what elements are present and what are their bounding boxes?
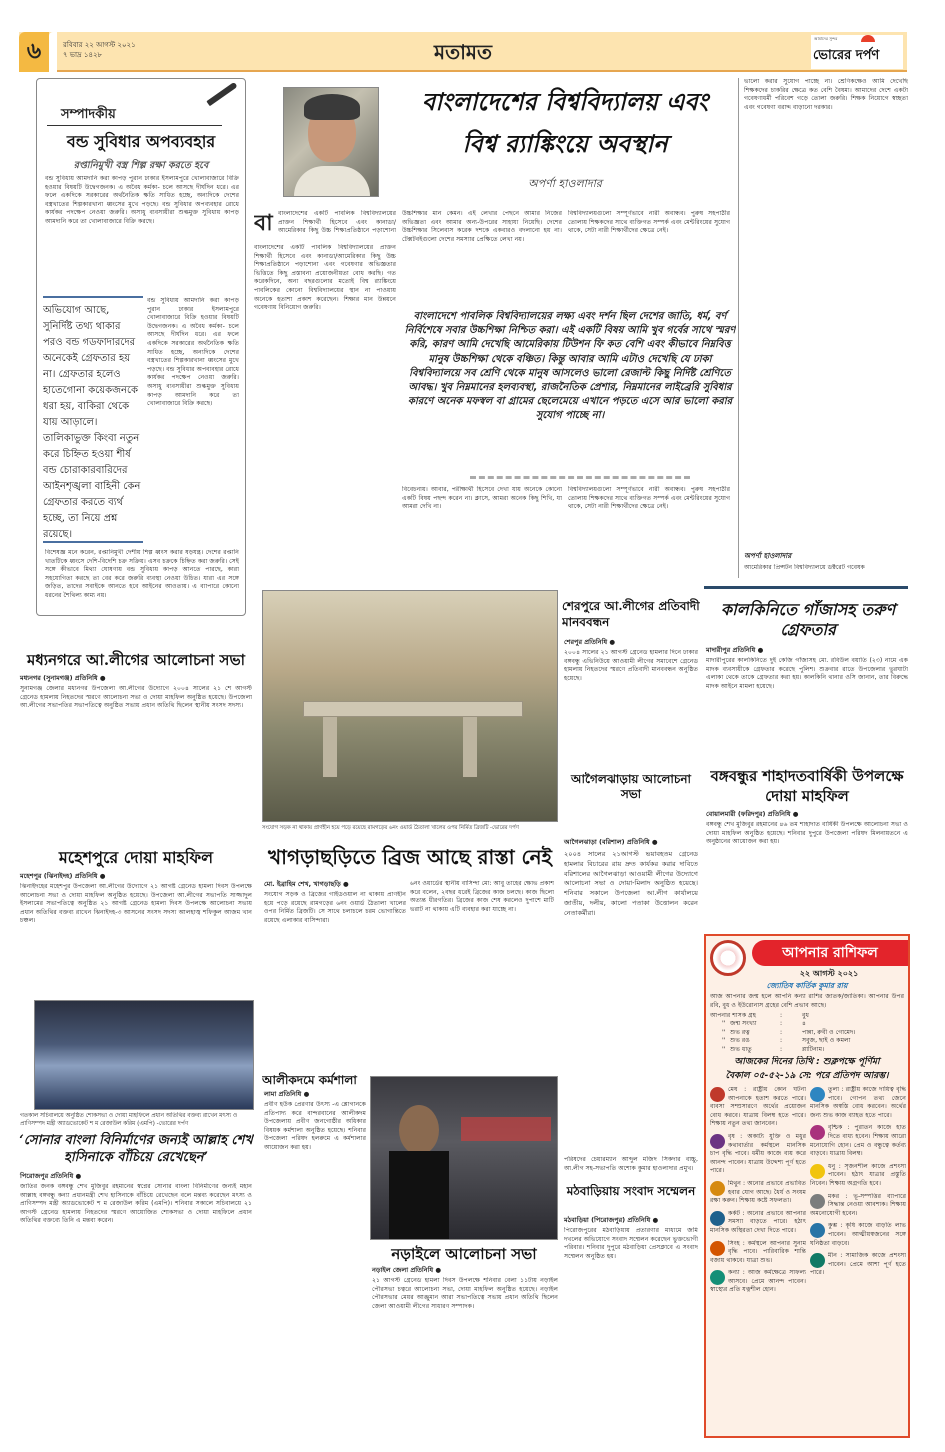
zodiac-sign-entry [810,1222,906,1248]
zodiac-sign-icon [710,1181,725,1196]
page-header [19,32,907,72]
horoscope-title-bar [752,940,908,966]
section-rule-right [704,586,908,589]
kalkini-byline: মাদারীপুর প্রতিনিধি ● [706,646,764,654]
maheshpur-photo-caption: গতকাল সচিবালয়ে অনুষ্ঠিত শোকসভা ও দোয়া মাহফিলে প্রধান অতিথির বক্তব্য রাখেন মৎস্য ও প্রাণিসম্পদ মন্ত্রী অ্যাডভোকেট শ ম রেজাউল করিম (এমপি) -ভোরের দর্পণ [20,1113,238,1127]
fact-sep: : [780,1028,783,1036]
bangabandhu-headline: বঙ্গবন্ধুর শাহাদতবার্ষিকী উপলক্ষে দোয়া মাহফিল [710,767,904,805]
fact-row [710,1046,904,1054]
fact-label: শুভ রঙ [730,1037,750,1045]
signs-right [810,1086,906,1434]
mathbaria-headline: মঠবাড়িয়ায় সংবাদ সম্মেলন [566,1184,696,1198]
fact-value: সবুজ, ছাই ও কমলা [802,1037,851,1045]
zodiac-sign-icon [710,1270,725,1285]
bridge-body2: ৬নং ওয়ার্ডের স্থানীয় বাসিন্দা মো: আবু তাহের ক্ষোভ প্রকাশ করে বলেন, ২বছর ধরেই ব্রিজের কাজ চলছে। কাজ ছিলো অত্যন্ত ধীরগতির। ব্রিজের কাজ শেষ করলেও দুপাশে মাটি ভরাট না থাকায় এটি ব্যবহার করা যাচ্ছে না। [410,880,554,913]
horoscope-author: জ্যোতিষ কার্তিক কুমার রায় [766,981,848,990]
zodiac-sign-entry [710,1240,806,1266]
zodiac-sign-icon [810,1125,825,1140]
zodiac-sign-text: কর্কট : অন্যের প্রভাবে আপনার সমস্যা বাড়তে পারে। হঠাৎ মানসিক অস্থিরতা দেখা দিতে পারে। [710,1209,806,1234]
page-curl [49,32,57,72]
zodiac-sign-text: কন্যা : আজ কর্মক্ষেত্রে সাফল্য আসবে। প্রেমে আনন্দ পাবেন। স্বাস্থ্যের প্রতি যত্নশীল হোন। [710,1269,806,1294]
ditto-mark: '' [722,1037,726,1045]
fact-label: শুভ রত্ন [730,1028,750,1036]
horoscope-title: আপনার রাশিফল [782,945,878,961]
bridge-headline: খাগড়াছড়িতে ব্রিজ আছে রাস্তা নেই [268,845,552,869]
narail-byline: নড়াইল জেলা প্রতিনিধি ● [372,1266,442,1274]
bridge-byline: মো. ইব্রাহিম শেখ, খাগড়াছড়ি ● [264,880,349,888]
pull-quote-rule-top [43,296,143,298]
section-title: মতামত [433,40,493,64]
lead-pull-quote: বাংলাদেশে পাবলিক বিশ্ববিদ্যালয়ের লক্ষ্য এবং দর্শন ছিল দেশের জাতি, ধর্ম, বর্ণ নির্বিশেষে সবার উচ্চশিক্ষা নিশ্চিত করা। এই একটি বিষয় আমি খুব গর্বের সাথে স্মরণ করি, কারণ আমি দেখেছি আমেরিকায় টিউশন ফি কত বেশি এবং কীভাবে নিম্নবিত্ত মানুষ উচ্চশিক্ষা থেকে বঞ্চিত। কিন্তু আবার আমি এটাও দেখেছি যে ঢাকা বিশ্ববিদ্যালয়ে সব শ্রেণি থেকে মানুষ আসলেও ভালো রেজাল্ট কিছু নির্দিষ্ট শ্রেণিতে আবদ্ধ। খুব নিম্নমানের হলব্যবস্থা, রাজনৈতিক প্রেশার, নিম্নমানের লাইব্রেরি সুবিধার কারণে অনেক মফস্বল বা গ্রামের ছেলেমেয়ে এখানে পড়তে এসে আর ভালো করার সুযোগ পাচ্ছে না। [404,311,736,422]
zodiac-sign-entry [810,1086,906,1120]
editorial-box [36,78,246,616]
zodiac-sign-text: বৃশ্চিক : পুরাতন কাজে হাত দিতে বাধ্য হবেন। শিক্ষায় আরো মনোযোগি হোন। প্রেম ও বন্ধুত্বে কর্তব্য বাড়বে। যাত্রায় বিলম্ব। [810,1124,906,1158]
editorial-side-text: বন্ড সুবিধায় আমদানি করা কাপড় পুরান ঢাকার ইসলামপুরে খোলাবাজারে বিক্রি হওয়ার বিষয়টি উদ্বেগজনক। এ অবৈধ কর্মকা- চলে আসছে দীর্ঘদিন ধরে। এর ফলে একদিকে সরকারের অর্থনৈতিক ক্ষতি সাধিত হচ্ছে, অন্যদিকে দেশের বস্ত্রখাতের শিল্পকারখানা ধ্বংসের মুখে পড়ছে। বন্ড সুবিধার অপব্যবহার রোধে কার্যকর পদক্ষেপ নেওয়া জরুরি। অসাধু ব্যবসায়ীরা শুল্কমুক্ত সুবিধায় কাপড় আমদানি করে তা খোলাবাজারে বিক্রি করছে। [147,297,239,408]
bridge-photo-caption: সংযোগ সড়ক না থাকায় প্রাণহীন হয়ে পড়ে রয়েছে রামগড়ের ৬নং ওয়ার্ড ঠৈতালা খালের ওপর নির্মিত ব্রিজটি -ভোরের দর্পণ [262,825,519,831]
lead-right-divider [738,78,739,578]
tithi-line1: আজকের দিনের তিথি : শুক্লপক্ষে পূর্ণিমা [734,1057,880,1067]
lead-col-bottom-2: বিশ্ববিদ্যালয়গুলো সম্পূর্ণভাবে নারী অবান্ধব। পুরুষ সহপাঠীর তোলায় শিক্ষকদের সাথে ব্যক্তিগত সম্পর্ক এবং মেন্টরিংয়ের সুযোগ থাকে, সেটা নারী শিক্ষার্থীদের ক্ষেত্রে নেই। [568,486,730,511]
zodiac-sign-icon [710,1134,725,1149]
lead-col3: বিশ্ববিদ্যালয়গুলো সম্পূর্ণভাবে নারী অবান্ধব। পুরুষ সহপাঠীর তোলায় শিক্ষকদের সাথে ব্যক্তিগত সম্পর্ক এবং মেন্টরিংয়ের সুযোগ থাকে, সেটা নারী শিক্ষার্থীদের ক্ষেত্রে নেই। [568,210,730,235]
zodiac-sign-text: মেষ : রাষ্ট্রীয় কোন ঘটনা আপনাকে হতাশ করতে পারে। ব্যবসা সম্প্রসারণে অর্থের প্রয়োজন বোধ করবে। যাত্রায় বিলম্ব হতে পারে। শিক্ষায় নতুন তথ্য জানবেন। [710,1086,806,1128]
editorial-pull-quote: অভিযোগ আছে, সুনির্দিষ্ট তথ্য থাকার পরও বন্ড গডফাদারদের অনেকেই গ্রেফতার হয় না। গ্রেফতার হলেও হাতেগোনা কয়েকজনকে ধরা হয়, বাকিরা থেকে যায় আড়ালে। তালিকাভুক্ত কিংবা নতুন করে চিহ্নিত হওয়া শীর্ষ বন্ড চোরাকারবারিদের আইনশৃঙ্খলা বাহিনী কেন গ্রেফতার করতে ব্যর্থ হচ্ছে, তা নিয়ে প্রশ্ন রয়েছে। [43,305,141,539]
lead-col-right: ভালো করার সুযোগ পাচ্ছে না। শ্রেণিকক্ষেও আমি দেখেছি শিক্ষকদের চাকরির ক্ষেত্রে কত বেশি বৈষম্য। আমাদের দেশে একটা গবেষণাধর্মী পরিবেশ গড়ে তোলা জরুরি। শিক্ষক নিয়োগে স্বচ্ছতা এবং গবেষণা বরাদ্দ বাড়ানো দরকার। [744,78,908,111]
zodiac-sign-entry [710,1086,806,1129]
lead-author: অপর্ণা হাওলাদার [528,177,602,190]
fact-row [710,1029,904,1037]
fact-value: প্লাটিনাম। [802,1045,825,1053]
pen-icon [206,82,237,106]
bangabandhu-byline: বোয়ালমারী (ফরিদপুর) প্রতিনিধি ● [706,810,799,818]
zodiac-sign-icon [810,1194,825,1209]
fact-row [710,1037,904,1045]
horoscope-intro: আজ আপনার জন্ম হলে আপনি কন্যা রাশির জাতক/জাতিকা। আপনার উপর রবি, বুধ ও ইউরোনাস গ্রহের বেশি প্রভাব আছে। [710,993,904,1009]
sherpur-body: ২০০৪ সালের ২১ আগস্ট গ্রেনেড হামলার দিনে ঢাকার বঙ্গবন্ধু এভিনিউয়ে আওয়ামী লীগের সমাবেশে গ্রেনেড হামলায় নিহতদের স্মরণে প্রতিবাদী মানববন্ধন অনুষ্ঠিত হয়েছে। [564,649,698,682]
zodiac-sign-icon [810,1223,825,1238]
pull-quote-dash-rule [470,476,690,479]
page-number: ৬ [26,38,42,64]
zodiac-sign-icon [710,1211,725,1226]
masthead-logo [811,35,903,69]
date-gregorian: রবিবার ২২ আগস্ট ২০২১ [63,41,136,49]
mathbaria-byline: মঠবাড়িয়া (পিরোজপুর) প্রতিনিধি ● [564,1216,659,1224]
zodiac-sign-icon [710,1241,725,1256]
agailjhara-body: ২০০৪ সালের ২১আগস্ট ভয়াবহতম গ্রেনেড হামলার বিচারের রায় দ্রুত কার্যকর করার দাবিতে বরিশালের আগৈলঝাড়া আওয়ামী লীগের উদ্যোগে আলোচনা সভা ও দোয়া-মিলাদ অনুষ্ঠিত হয়েছে। শনিবার সকালে উপজেলা আ.লীগ কার্যালয়ে জাতীয়, দলীয়, কালো পতাকা উত্তোলন করেন নেতাকর্মীরা। [564,850,698,917]
zodiac-sign-entry [810,1124,906,1158]
ditto-mark: '' [722,1028,726,1036]
zodiac-sign-entry [710,1210,806,1236]
lead-col1-cont: বাংলাদেশের একটি পাবলিক বিশ্ববিদ্যালয়ের প্রাক্তন শিক্ষার্থী হিসেবে এবং কানাডা/আমেরিকার কিছু উচ্চ শিক্ষাপ্রতিষ্ঠানে পড়াশোনা এবং গবেষণার অভিজ্ঞতার ভিত্তিতে কিছু প্রস্তাবনা প্রয়োজনীয়তা বোধ করছি। গত করেকদিনে, অন্য বছরগুলোর মতোই বিশ্ব র‌্যাঙ্কিংয়ে পাবলিকের কোনো বিশ্ববিদ্যালয়ের স্থান না পাওয়ায় অনেকে হতাশা প্রকাশ করেছেন। শিক্ষার মান উন্নয়নে গবেষণায় বিনিয়োগ জরুরি। [254,244,396,312]
fact-row [710,1020,904,1028]
kalkini-body: মাদারীপুরের কালকিনিতে দুই কেজি গাঁজাসহ মো. রবিউল বয়াতি (২৩) নামে এক মাদক ব্যবসায়ীকে গ্রেফতার করেছে পুলিশ। শুক্রবার রাতে উপজেলার ভুরঘাটা এলাকা থেকে তাকে গ্রেফতার করা হয়। কালকিনি থানার ওসি জানান, তার বিরুদ্ধে মাদক আইনে মামলা হয়েছে। [706,657,908,690]
horoscope-date: ২২ আগস্ট ২০২১ [799,969,859,978]
sherpur-byline: শেরপুর প্রতিনিধি ● [564,638,616,646]
zodiac-sign-entry [810,1193,906,1219]
signs-left [710,1086,806,1434]
bridge-body1: সংযোগ সড়ক ও ব্রিজের গাইডওয়াল না থাকায় প্রাণহীন হয়ে পড়ে রয়েছে রামগড়ের ৬নং ওয়ার্ড ঠৈতালা খালের ওপর নির্মিত ব্রিজটি। সে সাথে চলাচলে চরম ভোগান্তিতে রয়েছে এলাকার বাসিন্দারা। [264,891,406,924]
editorial-label: সম্পাদকীয় [61,107,116,122]
zodiac-sign-text: কুম্ভ : কৃষি কাজে বাড়তি লাভ পাবেন। আত্মীয়স্বজনের সঙ্গে ঘনিষ্ঠতা বাড়বে। [810,1222,906,1247]
zodiac-sign-text: মীন : সামাজিক কাজে প্রশংসা পাবেন। প্রেমে আশা পূর্ণ হতে পারে। [810,1252,906,1277]
fact-label: জন্ম সংখ্যা [730,1020,757,1028]
kalkini-headline: কালকিনিতে গাঁজাসহ তরুণ গ্রেফতার [720,600,896,639]
sonar-bangla-headline: ‘সোনার বাংলা বিনির্মাণের জন্যই আল্লাহ শেখ হাসিনাকে বাঁচিয়ে রেখেছেন’ [19,1133,253,1165]
lead-col2: উচ্চশিক্ষার মান কেমন। এই লেখার পেছনে আমার নিজের অভিজ্ঞতা এবং আমার অন্য-উপরের সাহায্য নিয়েছি। দেশের উচ্চশিক্ষার সিলেবাস করেক দশকে একবারও বদলানো হয় না। টেক্সটবইগুলো দেশের সমস্যার প্রেক্ষিতে লেখা নয়। [402,210,562,243]
editorial-headline: বন্ড সুবিধার অপব্যবহার [66,132,216,151]
maheshpur-headline: মহেশপুরে দোয়া মাহফিল [58,848,214,867]
zodiac-sign-text: তুলা : রাষ্ট্রীয় কাজে দায়িত্ব বৃদ্ধি পাবে। গোপন তথ্য জেনে মানসিক অস্বস্তি বোধ করবেন। অর্থের জন্য শুভ কাজ ব্যাহত হতে পারে। [810,1086,906,1119]
ditto-mark: '' [722,1045,726,1053]
lead-headline-line2: বিশ্ব র‌্যাঙ্কিংয়ে অবস্থান [462,129,668,158]
zodiac-sign-entry [810,1163,906,1189]
lead-headline-line1: বাংলাদেশের বিশ্ববিদ্যালয় এবং [421,87,709,116]
narail-body: ২১ আগস্ট গ্রেনেড হামলা দিবস উপলক্ষে শনিবার বেলা ১১টায় নড়াইল পৌরসভা চত্বরে আলোচনা সভা, দোয়া মাহফিল অনুষ্ঠিত হয়েছে। নড়াইল পৌরসভার মেয়র আঞ্জুমান আরা সভাপতিত্বে সভায় প্রধান অতিথি ছিলেন জেলা আওয়ামী লীগের সাধারণ সম্পাদক। [372,1277,558,1310]
editorial-body-start: বন্ড সুবিধায় আমদানি করা কাপড় পুরান ঢাকার ইসলামপুরে খোলাবাজারে বিক্রি হওয়ার বিষয়টি উদ্বেগজনক। এ অবৈধ কর্মকা- চলে আসছে দীর্ঘদিন ধরে। এর ফলে একদিকে সরকারের অর্থনৈতিক ক্ষতি সাধিত হচ্ছে, অন্যদিকে দেশের বস্ত্রখাতের শিল্পকারখানা ধ্বংসের মুখে পড়ছে। বন্ড সুবিধার অপব্যবহার রোধে কার্যকর পদক্ষেপ নেওয়া জরুরি। অসাধু ব্যবসায়ীরা শুল্কমুক্ত সুবিধায় কাপড় আমদানি করে তা খোলাবাজারে বিক্রি করছে। [45,175,239,225]
zodiac-sign-text: মিথুন : অন্যের প্রভাবে প্রভাবিত হবার যোগ আছে। ধৈর্য ও সংযম রক্ষা করুন। শিক্ষায় কষ্টে সফলতা। [710,1179,806,1205]
maheshpur-byline: মহেশপুর (ঝিনাইদহ) প্রতিনিধি ● [20,872,106,880]
lead-signature: অপর্ণা হাওলাদার [744,552,792,560]
lead-dropcap: বা [254,210,273,236]
zodiac-sign-entry [710,1180,806,1206]
agailjhara-byline: আগৈলঝাড়া (বরিশাল) প্রতিনিধি ● [564,838,658,846]
fact-sep: : [780,1037,783,1045]
mathbaria-body: পিরোজপুরের মঠবাড়িয়ায় প্রতারণার মাধ্যমে জমি দখলের অভিযোগে সংবাদ সম্মেলন করেছেন ভুক্তভোগী পরিবার। শনিবার দুপুরে মঠবাড়িয়া প্রেসক্লাবে এ সংবাদ সম্মেলন অনুষ্ঠিত হয়। [564,1227,698,1260]
lead-signature-note: আমেরিকার প্রিন্সটন বিশ্ববিদ্যালয়ে ডক্টরেট গবেষক [744,564,865,571]
editorial-subheadline: রপ্তানিমুখী বস্ত্র শিল্প রক্ষা করতে হবে [73,160,209,171]
pull-quote-rule-bottom [43,541,143,543]
fact-sep: : [780,1012,783,1019]
zodiac-sign-icon [810,1087,825,1102]
zodiac-sign-entry [810,1252,906,1278]
zodiac-sign-text: বৃষ : অকাট্য যুক্তি ও মধুর কথাবার্তার কর্মস্থলে মানসিক চাপ বৃদ্ধি পাবে। ধর্মীয় কাজে ব্যয় করে আনন্দ পাবেন। যাত্রায় উদ্দেশ্য পূর্ণ হতে পারে। [710,1132,806,1175]
bangabandhu-body: বঙ্গবন্ধু শেখ মুজিবুর রহমানের ৪৬ তম শাহাদাত বার্ষিকী উপলক্ষে আলোচনা সভা ও দোয়া মাহফিল অনুষ্ঠিত হয়েছে। শনিবার দুপুরে উপজেলা পরিষদ মিলনায়তনে এ অনুষ্ঠানের আয়োজন করা হয়। [706,821,908,846]
agailjhara-headline: আগৈলঝাড়ায় আলোচনা সভা [570,772,692,801]
fact-value: বুধ [802,1012,809,1019]
ditto-mark: '' [722,1020,726,1028]
header-date [63,40,183,60]
fact-value: ৪ [802,1020,807,1028]
page-number-tab [19,32,49,72]
maheshpur-photo [34,1000,254,1110]
fact-value: পান্না, রুবী ও গোমেদ। [802,1028,856,1036]
alikadam-byline: লামা প্রতিনিধি ● [264,1090,310,1098]
zodiac-sign-icon [710,1087,725,1102]
zodiac-sign-entry [710,1269,806,1295]
narail-photo [370,1076,558,1240]
logo-text: ভোরের দর্পণ [813,48,880,63]
logo-tagline: আমাদের সুন্দর [814,36,838,41]
fact-sep: : [780,1020,783,1028]
narail-headline: নড়াইলে আলোচনা সভা [391,1245,537,1263]
sun-icon [861,35,875,42]
madhyanagar-headline: মধ্যনগরে আ.লীগের আলোচনা সভা [27,651,245,669]
horoscope-box [704,934,910,1438]
alikadam-body: প্রবীণ হউক প্রেরণার উৎস্য -এ শ্লোগানকে প্রতিপাদ্য করে বান্দরবানের আলীকদম উপজেলায় প্রবীণ জনগোষ্ঠীর অধিকার বিষয়ক কর্মশালা অনুষ্ঠিত হয়েছে। শনিবার উপজেলা পরিষদ হলরুমে এ কর্মশালার আয়োজন করা হয়। [264,1101,366,1151]
editorial-label-rule [47,125,222,126]
tithi-line2: বৈকাল ০৫-৫২-১৯ সে: পরে প্রতিপদ আরম্ভ। [725,1071,889,1081]
fact-label: শুভ ধাতু [730,1045,752,1053]
mathbaria-lead-text: পরিষদের চেয়ারম্যান আব্দুল মজিদ সিকদার বাচ্চু, আ.লীগ সহ-সভাপতি অশোক কুমার হাওলাদার প্রমুখ। [564,1156,698,1172]
editorial-body-end: বিশেষজ্ঞ মনে করেন, রপ্তানিমুখী দেশীয় শিল্প ধ্বংস করার ষড়যন্ত্র। দেশের রপ্তানি খাতটিকে ধ্বংসে দেশি-বিদেশি চক্র সক্রিয়। এসব চক্রকে চিহ্নিত করা জরুরি। সেই সঙ্গে কীভাবে মিথ্যা ঘোষণায় বন্ড সুবিধায় কাপড় আনতে পারছে, কারা সহযোগিতা করছে তা বের করে জরুরি ব্যবস্থা নেওয়া উচিত। যারা এর সঙ্গে জড়িত, তাদের সবাইকে আনতে হবে আইনের আওতায়। এ ব্যাপারে কোনো ধরনের শৈথিল্য কাম্য নয়। [45,549,239,599]
bridge-photo [262,590,558,822]
zodiac-sign-icon [810,1253,825,1268]
lead-col1: বাংলাদেশের একটি পাবলিক বিশ্ববিদ্যালয়ের প্রাক্তন শিক্ষার্থী হিসেবে এবং কানাডা/আমেরিকার কিছু উচ্চ শিক্ষাপ্রতিষ্ঠানে পড়াশোনা [278,210,396,235]
fact-sep: : [780,1045,783,1053]
alikadam-headline: আলীকদমে কর্মশালা [262,1073,357,1087]
zodiac-sign-text: সিংহ : কর্মস্থলে আপনার সুনাম বৃদ্ধি পাবে। পারিবারিক শান্তি বজায় থাকবে। যাত্রা শুভ। [710,1239,806,1264]
fact-row [710,1012,904,1020]
madhyanagar-byline: মধ্যনগর (সুনামগঞ্জ) প্রতিনিধি ● [20,674,106,682]
sherpur-headline: শেরপুরে আ.লীগের প্রতিবাদী মানববন্ধন [562,599,700,629]
fact-label: আপনার শাসক গ্রহ [710,1012,756,1019]
maheshpur-body: ঝিনাইদহের মহেশপুর উপজেলা আ.লীগের উদ্যোগে ২১ আগষ্ট গ্রেনেড হামলা দিবস উপলক্ষে আলোচনা সভা ও দোয়া মাহফিল অনুষ্ঠিত হয়েছে। উপজেলা আ.লীগের সভাপতি সাজ্জাদুল ইসলামের সভাপতিত্বে অনুষ্ঠিত ২১ আগষ্ট গ্রেনেড হামলা দিবস উপলক্ষে আলোচনা সভায় প্রধান অতিথির বক্তব্য রাখেন ঝিনাইদহ-৩ আসনের সংসদ সদস্য আলহাজ্ব শফিকুল আজম খান চঞ্চল। [20,883,252,925]
zodiac-sign-text: মকর : ভূ-সম্পত্তির ব্যাপারে সিদ্ধান্ত নেওয়া আবশ্যক। শিক্ষায় অমনোযোগী হবেন। [810,1192,906,1217]
zodiac-sign-text: ধনু : সৃজনশীল কাজে প্রশংসা পাবেন। হঠাৎ যাত্রার প্রস্তুতি নিবেন। শিক্ষায় অগ্রগতি হবে। [810,1162,906,1187]
zodiac-wheel-icon [710,940,746,976]
zodiac-sign-icon [810,1164,825,1179]
author-photo [283,87,379,197]
sonar-bangla-body: জাতির জনক বঙ্গবন্ধু শেখ মুজিবুর রহমানের স্বপ্নের সোনার বাংলা বিনির্মাণের জন্যই মহান আল্লাহ বঙ্গবন্ধু কন্যা প্রধানমন্ত্রী শেখ হাসিনাকে বাঁচিয়ে রেখেছেন বলে মন্তব্য করেছেন মৎস্য ও প্রাণিসম্পদ মন্ত্রী অ্যাডভোকেট শ ম রেজাউল করিম (এমপি)। শনিবার সকালে সচিবালয়ে ২১ আগস্ট গ্রেনেড হামলায় নিহতদের স্মরণে আয়োজিত শোকসভা ও দোয়া মাহফিলে প্রধান অতিথির বক্তব্যে তিনি এ মন্তব্য করেন। [20,1183,252,1225]
horoscope-facts [710,1012,904,1054]
sonar-bangla-byline: পিরোজপুর প্রতিনিধি ● [20,1172,82,1180]
zodiac-sign-entry [710,1133,806,1176]
date-bangla: ৭ ভাদ্র ১৪২৮ [63,51,103,59]
madhyanagar-body: সুনামগঞ্জ জেলার মধ্যনগর উপজেলা আ.লীগের উদ্যোগে ২০০৪ সালের ২১ শে আগস্ট গ্রেনেড হামলায় নিহতদের স্মরণে আলোচনা সভা ও দোয়া মাহফিল অনুষ্ঠিত হয়েছে। উপজেলা আ.লীগের সভাপতির সভাপতিত্বে অনুষ্ঠিত সভায় প্রধান অতিথি ছিলেন স্থানীয় সংসদ সদস্য। [20,685,252,710]
lead-col-bottom-1: বিবেচনায়। আবার, পরীক্ষার্থী হিসেবে দেখা যায় অনেকে কোনো একটি বিষয় পছন্দ করেন না। ক্লাসে, আমরা অনেক কিছু শিখি, যা আমরা দেখি না। [402,486,562,511]
